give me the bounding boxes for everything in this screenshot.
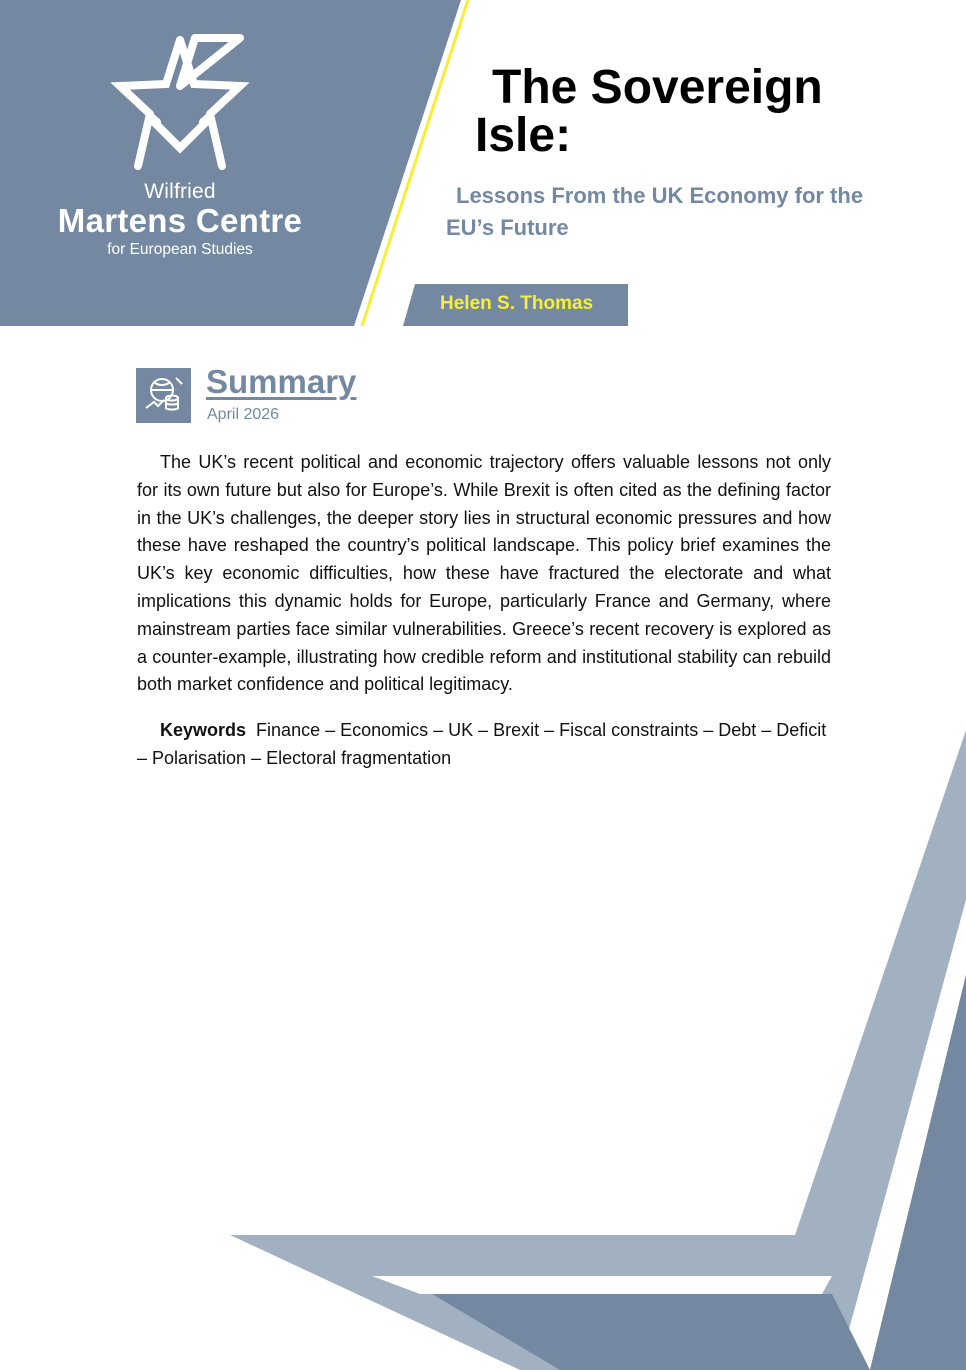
subtitle-line-1: Lessons From the UK Economy for the <box>456 183 864 208</box>
finance-globe-coins-icon <box>136 368 191 423</box>
bottom-white-stripe-2 <box>372 1276 832 1294</box>
keywords-list: Finance – Economics – UK – Brexit – Fiscal constraints – Debt – Deficit – Polarisation – Electoral fragmentation <box>137 720 827 768</box>
logo-text-martens-centre: Martens Centre <box>57 202 303 239</box>
summary-date: April 2026 <box>207 406 280 423</box>
organisation-logo <box>40 30 320 259</box>
logo-text-subtitle: for European Studies <box>107 240 253 258</box>
keywords-label: Keywords <box>160 720 247 741</box>
summary-heading: Summary <box>206 363 357 400</box>
summary-body <box>137 449 831 773</box>
title-line-1: The Sovereign <box>492 61 823 114</box>
star-logo-icon <box>100 30 260 180</box>
document-subtitle <box>446 180 936 244</box>
bottom-light-band <box>230 730 966 1370</box>
keywords-line <box>137 717 831 773</box>
document-title <box>475 61 945 162</box>
summary-paragraph: The UK’s recent political and economic trajectory offers valuable lessons not only for its own future but also for Europe’s. While Brexit is often cited as the defining factor in the UK’s challenges, the deeper story lies in structural economic pressures and how these have reshaped the country’s political landscape. This policy brief examines the UK’s key economic difficulties, how these have fractured the electorate and what implications this dynamic holds for Europe, particularly France and Germany, where mainstream parties face similar vulnerabilities. Greece’s recent recovery is explored as a counter-example, illustrating how credible reform and institutional stability can rebuild both market confidence and political legitimacy. <box>137 452 831 695</box>
logo-text-wilfried: Wilfried <box>144 180 216 203</box>
subtitle-line-2: EU’s Future <box>446 215 569 240</box>
author-name: Helen S. Thomas <box>440 293 594 314</box>
title-line-2: Isle: <box>475 109 572 162</box>
